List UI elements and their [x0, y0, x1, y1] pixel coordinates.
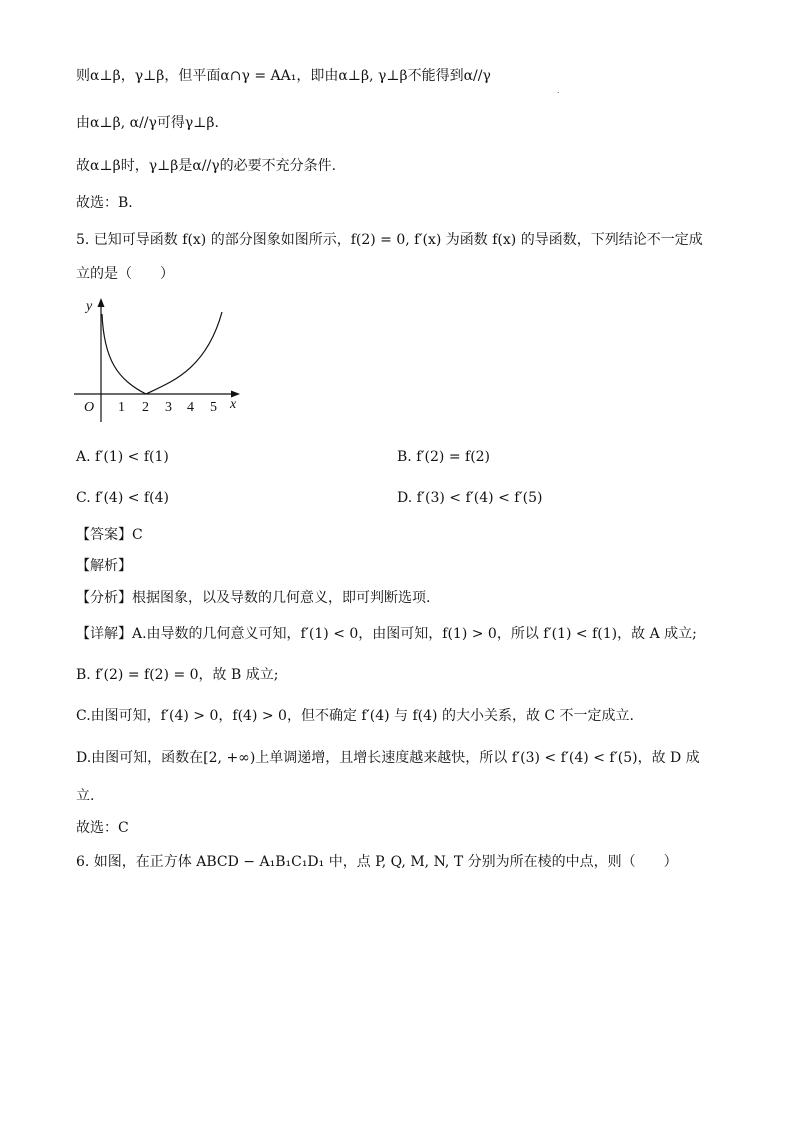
- x-tick-3: 3: [165, 400, 172, 415]
- y-axis-label: y: [86, 299, 93, 314]
- y-axis-arrow: [98, 298, 105, 307]
- question-6-stem: 6. 如图，在正方体 ABCD − A₁B₁C₁D₁ 中，点 P, Q, M, N, T 分别为所在棱的中点，则（ ）: [76, 854, 678, 870]
- detail-b: B. f′(2) = f(2) = 0，故 B 成立;: [76, 667, 279, 683]
- detail-c: C.由图可知，f′(4) > 0，f(4) > 0，但不确定 f′(4) 与 f(4) 的大小关系，故 C 不一定成立.: [76, 708, 635, 724]
- option-c: C. f′(4) < f(4): [76, 490, 169, 506]
- final-choice: 故选：C: [76, 820, 129, 836]
- small-mark: .: [557, 86, 560, 95]
- detail-d-cont: 立.: [76, 788, 95, 804]
- x-tick-4: 4: [187, 400, 194, 415]
- option-d: D. f′(3) < f′(4) < f′(5): [397, 490, 543, 506]
- function-graph: [66, 290, 256, 430]
- text-line-1: 则α⊥β，γ⊥β，但平面α∩γ = AA₁，即由α⊥β, γ⊥β不能得到α//γ: [76, 68, 491, 84]
- option-b: B. f′(2) = f(2): [397, 449, 491, 465]
- x-axis-label: x: [230, 397, 237, 412]
- answer-label: 【答案】C: [76, 527, 143, 543]
- x-tick-5: 5: [210, 400, 217, 415]
- analysis-summary: 【分析】根据图象，以及导数的几何意义，即可判断选项.: [76, 590, 431, 606]
- question-5-stem-cont: 立的是（ ）: [76, 266, 174, 282]
- function-curve: [102, 312, 222, 394]
- origin-label: O: [84, 400, 95, 415]
- detail-a: 【详解】A.由导数的几何意义可知，f′(1) < 0，由图可知，f(1) > 0，所以 f′(1) < f(1)，故 A 成立;: [76, 626, 697, 642]
- option-a: A. f′(1) < f(1): [76, 449, 169, 465]
- detail-d: D.由图可知，函数在[2, +∞)上单调递增，且增长速度越来越快，所以 f′(3) < f′(4) < f′(5)，故 D 成: [76, 750, 700, 766]
- text-line-3: 故α⊥β时，γ⊥β是α//γ的必要不充分条件.: [76, 158, 337, 174]
- text-line-2: 由α⊥β, α//γ可得γ⊥β.: [76, 115, 219, 131]
- analysis-label: 【解析】: [76, 558, 132, 574]
- x-tick-1: 1: [118, 400, 125, 415]
- text-line-4: 故选：B.: [76, 195, 133, 211]
- x-tick-2: 2: [142, 400, 149, 415]
- question-5-stem: 5. 已知可导函数 f(x) 的部分图象如图所示，f(2) = 0, f′(x) 为函数 f(x) 的导函数，下列结论不一定成: [76, 232, 703, 248]
